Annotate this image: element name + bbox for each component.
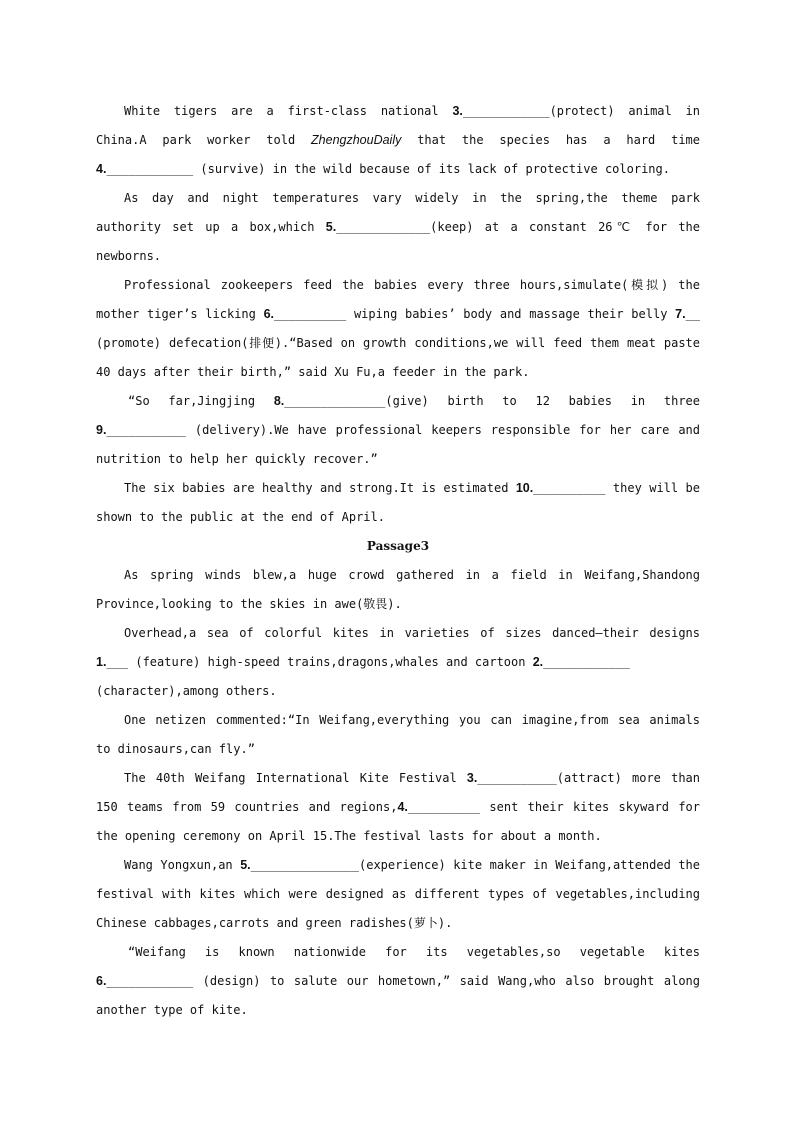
text-run: wiping babies’ body and massage their belly (346, 307, 676, 321)
paragraph-overhead-kites-cont (96, 677, 700, 706)
text-run: The 40th Weifang International Kite Festival (124, 771, 467, 785)
text-run: (promote) defecation(排便).“Based on growth conditions,we will feed them meat paste 40 days after their birth,” said Xu Fu,a feeder in the park. (96, 336, 700, 379)
answer-blank: __________ (274, 307, 347, 321)
text-run: (attract) more than 150 teams from 59 countries and regions, (96, 771, 700, 814)
paragraph-six-babies (96, 474, 700, 532)
text-run: As spring winds blew,a huge crowd gathered in a field in Weifang,Shandong Province,looking to the skies in awe(敬畏). (96, 568, 700, 611)
answer-blank: ____________ (543, 655, 630, 669)
paragraph-jingjing-quote (96, 387, 700, 474)
question-number: 4. (397, 800, 408, 814)
text-run: As day and night temperatures vary widely in the spring,the theme park authority set up a box,which (96, 191, 700, 234)
paragraph-wang-quote (96, 938, 700, 1025)
text-run: White tigers are a first-class national (124, 104, 453, 118)
question-number: 10. (515, 481, 534, 495)
question-number: 4. (96, 162, 107, 176)
text-run: “So far,Jingjing (128, 394, 274, 408)
answer-blank: ____________ (106, 974, 194, 988)
answer-blank: __________ (533, 481, 606, 495)
question-number: 3. (466, 771, 478, 785)
answer-blank: ___________ (477, 771, 557, 785)
question-number: 5. (240, 858, 251, 872)
text-run: “Weifang is known nationwide for its vegetables,so vegetable kites (128, 945, 700, 959)
paragraph-zookeepers (96, 271, 700, 387)
text-run: that the species has a hard time (401, 133, 700, 147)
text-run: (keep) at a constant 26℃ for the newborns. (96, 220, 700, 263)
answer-blank: ____________ (106, 162, 194, 176)
answer-blank: __ (685, 307, 701, 321)
passage-heading: Passage3 (366, 539, 430, 553)
text-run: (experience) kite maker in Weifang,attended the festival with kites which were designed as different types of vegetables,including Chinese cabbages,carrots and green radishes(萝卜). (96, 858, 701, 930)
text-run: (character),among others. (96, 684, 277, 698)
paragraph-netizen-comment (96, 706, 700, 764)
text-run: sent their kites skyward for the opening ceremony on April 15.The festival lasts for about a month. (96, 800, 701, 843)
answer-blank: _____________ (336, 220, 431, 234)
question-number: 8. (273, 394, 285, 408)
italic-title: ZhengzhouDaily (311, 133, 402, 147)
paragraph-spring-winds (96, 561, 700, 619)
text-run: (protect) animal in China.A park worker told (96, 104, 700, 147)
text-run: One netizen commented:“In Weifang,everything you can imagine,from sea animals to dinosaurs,can fly.” (96, 713, 700, 756)
answer-blank: ______________ (284, 394, 386, 408)
text-run: Professional zookeepers feed the babies every three hours,simulate(模拟) the mother tiger’s licking (96, 278, 700, 321)
text-run: (delivery).We have professional keepers responsible for her care and nutrition to help her quickly recover.” (96, 423, 700, 466)
paragraph-overhead-kites (96, 619, 700, 677)
question-number: 3. (452, 104, 463, 118)
text-run: (give) birth to 12 babies in three (385, 394, 700, 408)
text-run: (feature) high-speed trains,dragons,whales and cartoon (128, 655, 533, 669)
paragraph-temperatures (96, 184, 700, 271)
question-number: 5. (325, 220, 337, 234)
text-run: they will be shown to the public at the end of April. (96, 481, 700, 524)
text-run: Overhead,a sea of colorful kites in varieties of sizes danced—their designs (124, 626, 700, 640)
question-number: 2. (532, 655, 544, 669)
question-number: 1. (96, 655, 107, 669)
paragraph-white-tigers (96, 97, 700, 184)
answer-blank: _______________ (250, 858, 359, 872)
question-number: 6. (263, 307, 275, 321)
paragraph-kite-festival (96, 764, 700, 851)
answer-blank: __________ (407, 800, 481, 814)
question-number: 9. (96, 423, 107, 437)
question-number: 7. (675, 307, 686, 321)
paragraph-wang-yongxun (96, 851, 700, 938)
text-run: (design) to salute our hometown,” said Wang,who also brought along another type of kite. (96, 974, 700, 1017)
text-run: The six babies are healthy and strong.It is estimated (124, 481, 516, 495)
answer-blank: ____________ (462, 104, 550, 118)
answer-blank: ___________ (106, 423, 186, 437)
text-run: (survive) in the wild because of its lack of protective coloring. (193, 162, 670, 176)
document-page (96, 97, 700, 1025)
text-run: Wang Yongxun,an (124, 858, 241, 872)
answer-blank: ___ (106, 655, 129, 669)
question-number: 6. (96, 974, 107, 988)
